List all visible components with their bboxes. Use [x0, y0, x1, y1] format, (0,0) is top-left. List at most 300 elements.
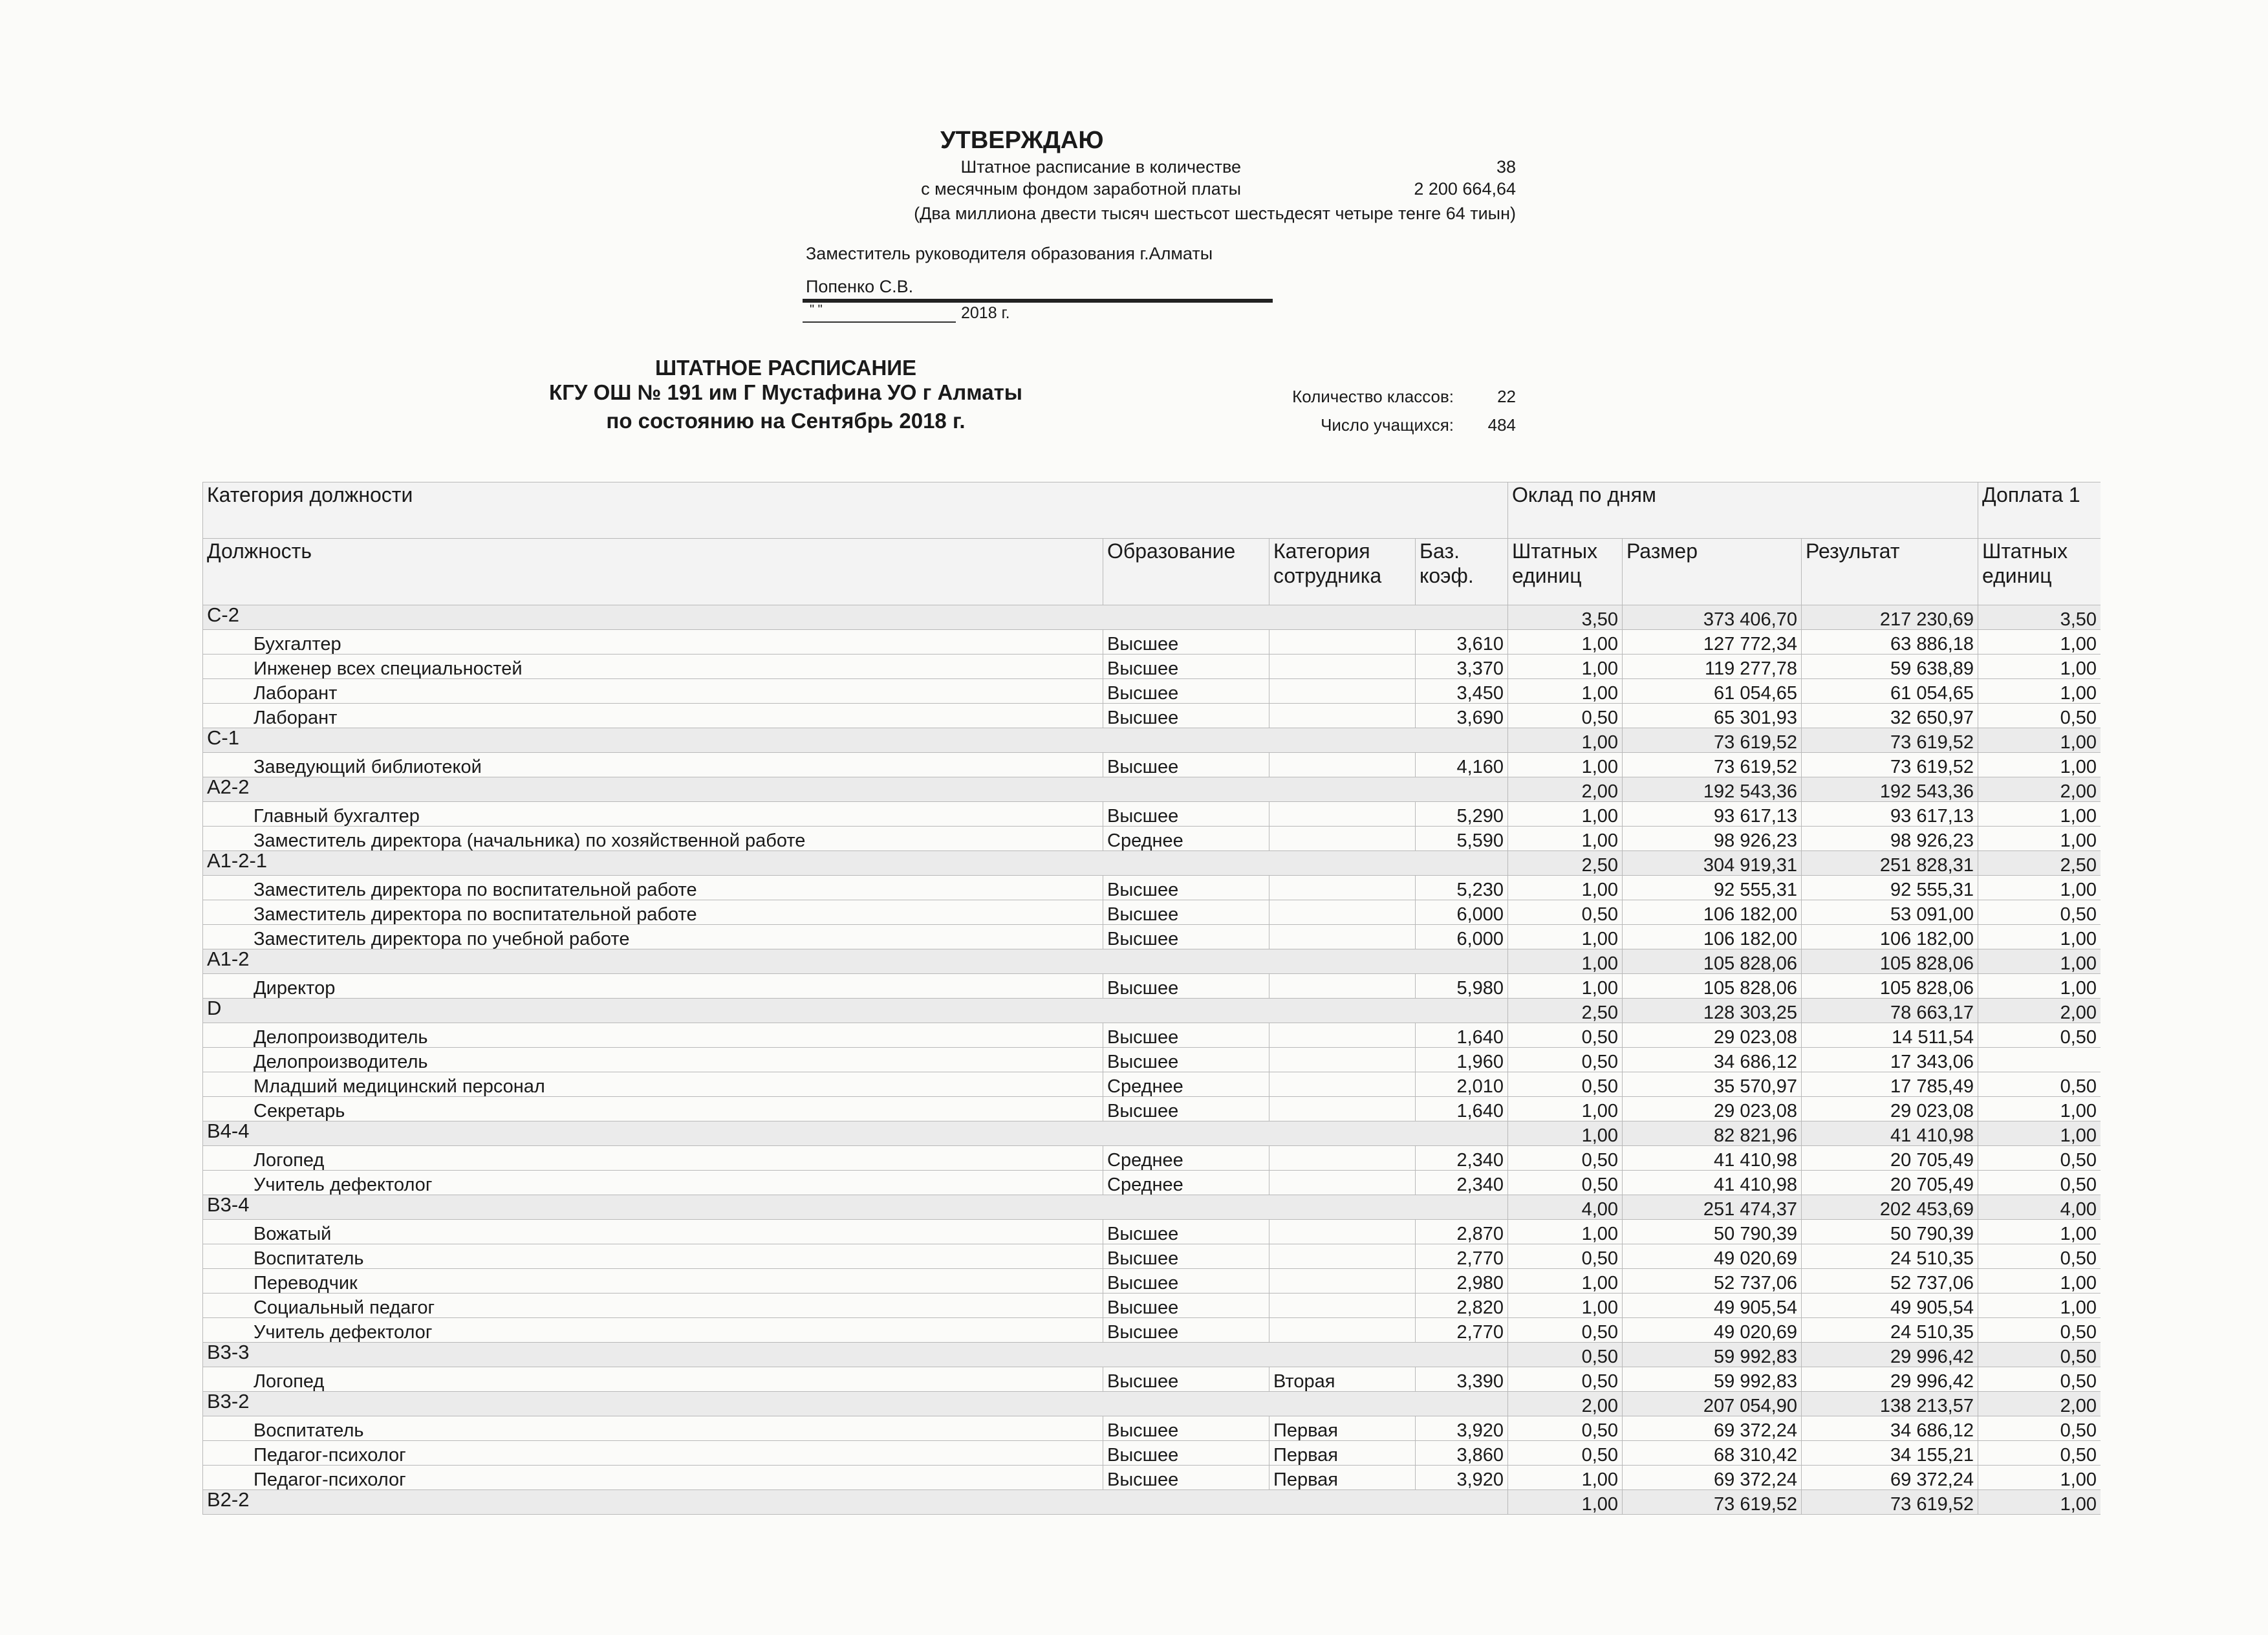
units-cell: 1,00: [1508, 1490, 1623, 1515]
base-coef-cell: 3,610: [1416, 630, 1508, 655]
date-line: [803, 321, 956, 323]
position-name: Педагог-психолог: [203, 1466, 1103, 1490]
amount-cell: 52 737,06: [1623, 1269, 1802, 1294]
units-cell: 1,00: [1508, 827, 1623, 851]
result-cell: 92 555,31: [1802, 876, 1978, 900]
result-cell: 53 091,00: [1802, 900, 1978, 925]
amount-cell: 98 926,23: [1623, 827, 1802, 851]
position-row: [203, 1318, 2101, 1343]
classes-value: 22: [1497, 387, 1516, 406]
units-cell: 2,00: [1508, 1392, 1623, 1416]
result-cell: 69 372,24: [1802, 1466, 1978, 1490]
result-cell: 106 182,00: [1802, 925, 1978, 949]
education-cell: Высшее: [1103, 1294, 1269, 1318]
extra-units-cell: 1,00: [1978, 1097, 2101, 1121]
base-coef-cell: 1,640: [1416, 1097, 1508, 1121]
amount-cell: 105 828,06: [1623, 949, 1802, 974]
extra-units-cell: 1,00: [1978, 1294, 2101, 1318]
result-cell: 41 410,98: [1802, 1121, 1978, 1146]
employee-category-cell: [1269, 925, 1416, 949]
amount-cell: 68 310,42: [1623, 1441, 1802, 1466]
employee-category-cell: [1269, 655, 1416, 679]
units-cell: 0,50: [1508, 1441, 1623, 1466]
table-body: [203, 605, 2101, 1515]
amount-cell: 29 023,08: [1623, 1023, 1802, 1048]
employee-category-cell: [1269, 630, 1416, 655]
employee-category-cell: [1269, 876, 1416, 900]
position-row: [203, 1244, 2101, 1269]
units-cell: 2,50: [1508, 999, 1623, 1023]
position-row: [203, 655, 2101, 679]
category-name: В3-2: [203, 1392, 1508, 1416]
position-name: Социальный педагог: [203, 1294, 1103, 1318]
classes-label: Количество классов:: [1292, 387, 1454, 406]
position-name: Директор: [203, 974, 1103, 999]
base-coef-cell: 5,980: [1416, 974, 1508, 999]
units-cell: 1,00: [1508, 1220, 1623, 1244]
amount-cell: 119 277,78: [1623, 655, 1802, 679]
header-result: Результат: [1802, 539, 1978, 605]
result-cell: 192 543,36: [1802, 777, 1978, 802]
position-name: Инженер всех специальностей: [203, 655, 1103, 679]
extra-units-cell: 1,00: [1978, 655, 2101, 679]
header-base-coef: Баз. коэф.: [1416, 539, 1508, 605]
units-cell: 0,50: [1508, 1343, 1623, 1367]
base-coef-cell: 2,870: [1416, 1220, 1508, 1244]
result-cell: 73 619,52: [1802, 728, 1978, 753]
education-cell: Высшее: [1103, 679, 1269, 704]
position-name: Заместитель директора (начальника) по хозяйственной работе: [203, 827, 1103, 851]
units-cell: 0,50: [1508, 900, 1623, 925]
amount-cell: 192 543,36: [1623, 777, 1802, 802]
extra-units-cell: 2,50: [1978, 851, 2101, 876]
approval-title: УТВЕРЖДАЮ: [940, 127, 1104, 154]
position-name: Лаборант: [203, 679, 1103, 704]
category-name: А2-2: [203, 777, 1508, 802]
result-cell: 29 996,42: [1802, 1343, 1978, 1367]
amount-cell: 69 372,24: [1623, 1466, 1802, 1490]
extra-units-cell: 1,00: [1978, 925, 2101, 949]
units-cell: 1,00: [1508, 1294, 1623, 1318]
position-name: Заместитель директора по воспитательной работе: [203, 900, 1103, 925]
base-coef-cell: 1,640: [1416, 1023, 1508, 1048]
education-cell: Высшее: [1103, 1441, 1269, 1466]
staff-schedule-table: [202, 482, 2101, 1515]
education-cell: Среднее: [1103, 827, 1269, 851]
amount-cell: 82 821,96: [1623, 1121, 1802, 1146]
base-coef-cell: 3,920: [1416, 1416, 1508, 1441]
employee-category-cell: [1269, 1023, 1416, 1048]
position-row: [203, 876, 2101, 900]
education-cell: Высшее: [1103, 1367, 1269, 1392]
employee-category-cell: [1269, 900, 1416, 925]
amount-cell: 73 619,52: [1623, 753, 1802, 777]
amount-cell: 373 406,70: [1623, 605, 1802, 630]
extra-units-cell: 0,50: [1978, 1318, 2101, 1343]
units-cell: 1,00: [1508, 925, 1623, 949]
extra-units-cell: 0,50: [1978, 1072, 2101, 1097]
category-row: [203, 777, 2101, 802]
base-coef-cell: 3,920: [1416, 1466, 1508, 1490]
units-cell: 0,50: [1508, 704, 1623, 728]
education-cell: Высшее: [1103, 630, 1269, 655]
extra-units-cell: 2,00: [1978, 777, 2101, 802]
extra-units-cell: 1,00: [1978, 1466, 2101, 1490]
units-cell: 1,00: [1508, 655, 1623, 679]
units-cell: 0,50: [1508, 1244, 1623, 1269]
units-cell: 1,00: [1508, 802, 1623, 827]
header-extra-units: Штатных единиц: [1978, 539, 2101, 605]
employee-category-cell: Первая: [1269, 1416, 1416, 1441]
education-cell: Высшее: [1103, 1269, 1269, 1294]
result-cell: 93 617,13: [1802, 802, 1978, 827]
fund-label: с месячным фондом заработной платы: [921, 179, 1241, 199]
extra-units-cell: 4,00: [1978, 1195, 2101, 1220]
employee-category-cell: [1269, 1048, 1416, 1072]
base-coef-cell: 5,230: [1416, 876, 1508, 900]
category-name: D: [203, 999, 1508, 1023]
amount-cell: 29 023,08: [1623, 1097, 1802, 1121]
position-row: [203, 630, 2101, 655]
header-category: Категория должности: [203, 482, 1508, 539]
extra-units-cell: 0,50: [1978, 1244, 2101, 1269]
result-cell: 32 650,97: [1802, 704, 1978, 728]
education-cell: Высшее: [1103, 1023, 1269, 1048]
base-coef-cell: 3,390: [1416, 1367, 1508, 1392]
amount-cell: 65 301,93: [1623, 704, 1802, 728]
result-cell: 73 619,52: [1802, 753, 1978, 777]
education-cell: Высшее: [1103, 925, 1269, 949]
units-cell: 3,50: [1508, 605, 1623, 630]
result-cell: 61 054,65: [1802, 679, 1978, 704]
position-name: Лаборант: [203, 704, 1103, 728]
result-cell: 50 790,39: [1802, 1220, 1978, 1244]
position-name: Бухгалтер: [203, 630, 1103, 655]
date-quotes: " ": [810, 303, 823, 317]
position-name: Заместитель директора по учебной работе: [203, 925, 1103, 949]
category-name: А1-2-1: [203, 851, 1508, 876]
result-cell: 52 737,06: [1802, 1269, 1978, 1294]
education-cell: Среднее: [1103, 1146, 1269, 1171]
amount-cell: 106 182,00: [1623, 900, 1802, 925]
base-coef-cell: 2,770: [1416, 1318, 1508, 1343]
extra-units-cell: 1,00: [1978, 974, 2101, 999]
base-coef-cell: 5,290: [1416, 802, 1508, 827]
extra-units-cell: 0,50: [1978, 1171, 2101, 1195]
amount-cell: 41 410,98: [1623, 1146, 1802, 1171]
education-cell: Высшее: [1103, 1220, 1269, 1244]
result-cell: 202 453,69: [1802, 1195, 1978, 1220]
amount-cell: 127 772,34: [1623, 630, 1802, 655]
category-name: В4-4: [203, 1121, 1508, 1146]
position-name: Логопед: [203, 1146, 1103, 1171]
base-coef-cell: 6,000: [1416, 900, 1508, 925]
position-row: [203, 1146, 2101, 1171]
base-coef-cell: 2,820: [1416, 1294, 1508, 1318]
education-cell: Высшее: [1103, 655, 1269, 679]
amount-cell: 69 372,24: [1623, 1416, 1802, 1441]
amount-cell: 49 020,69: [1623, 1318, 1802, 1343]
position-row: [203, 1023, 2101, 1048]
amount-cell: 49 905,54: [1623, 1294, 1802, 1318]
employee-category-cell: [1269, 974, 1416, 999]
position-row: [203, 1416, 2101, 1441]
position-row: [203, 704, 2101, 728]
amount-cell: 35 570,97: [1623, 1072, 1802, 1097]
education-cell: Высшее: [1103, 802, 1269, 827]
fund-words: (Два миллиона двести тысяч шестьсот шестьдесят четыре тенге 64 тиын): [914, 204, 1516, 223]
category-row: [203, 1490, 2101, 1515]
education-cell: Высшее: [1103, 1097, 1269, 1121]
education-cell: Высшее: [1103, 1244, 1269, 1269]
base-coef-cell: 2,770: [1416, 1244, 1508, 1269]
staff-count-value: 38: [1496, 157, 1516, 177]
category-name: А1-2: [203, 949, 1508, 974]
education-cell: Среднее: [1103, 1171, 1269, 1195]
extra-units-cell: 1,00: [1978, 949, 2101, 974]
result-cell: 20 705,49: [1802, 1171, 1978, 1195]
education-cell: Высшее: [1103, 1048, 1269, 1072]
as-of-date: по состоянию на Сентябрь 2018 г.: [606, 409, 966, 433]
education-cell: Высшее: [1103, 1466, 1269, 1490]
position-row: [203, 802, 2101, 827]
page-edge: [2101, 479, 2268, 1578]
base-coef-cell: 3,690: [1416, 704, 1508, 728]
extra-units-cell: 2,00: [1978, 1392, 2101, 1416]
position-row: [203, 827, 2101, 851]
education-cell: Высшее: [1103, 900, 1269, 925]
amount-cell: 93 617,13: [1623, 802, 1802, 827]
position-name: Логопед: [203, 1367, 1103, 1392]
extra-units-cell: 1,00: [1978, 1269, 2101, 1294]
header-salary-group: Оклад по дням: [1508, 482, 1978, 539]
employee-category-cell: [1269, 802, 1416, 827]
education-cell: Высшее: [1103, 1416, 1269, 1441]
position-name: Секретарь: [203, 1097, 1103, 1121]
result-cell: 49 905,54: [1802, 1294, 1978, 1318]
document-title: ШТАТНОЕ РАСПИСАНИЕ: [654, 356, 917, 380]
category-row: [203, 1343, 2101, 1367]
header-employee-category: Категория сотрудника: [1269, 539, 1416, 605]
base-coef-cell: 3,370: [1416, 655, 1508, 679]
position-row: [203, 974, 2101, 999]
category-row: [203, 851, 2101, 876]
result-cell: 24 510,35: [1802, 1318, 1978, 1343]
amount-cell: 73 619,52: [1623, 728, 1802, 753]
extra-units-cell: 0,50: [1978, 1367, 2101, 1392]
result-cell: 78 663,17: [1802, 999, 1978, 1023]
amount-cell: 41 410,98: [1623, 1171, 1802, 1195]
students-label: Число учащихся:: [1321, 415, 1454, 435]
extra-units-cell: 1,00: [1978, 1220, 2101, 1244]
units-cell: 2,00: [1508, 777, 1623, 802]
position-name: Вожатый: [203, 1220, 1103, 1244]
extra-units-cell: 1,00: [1978, 630, 2101, 655]
category-row: [203, 999, 2101, 1023]
position-name: Воспитатель: [203, 1244, 1103, 1269]
units-cell: 0,50: [1508, 1146, 1623, 1171]
employee-category-cell: Первая: [1269, 1466, 1416, 1490]
result-cell: 34 155,21: [1802, 1441, 1978, 1466]
extra-units-cell: 0,50: [1978, 1416, 2101, 1441]
category-name: С-1: [203, 728, 1508, 753]
position-row: [203, 1171, 2101, 1195]
extra-units-cell: 3,50: [1978, 605, 2101, 630]
employee-category-cell: [1269, 1097, 1416, 1121]
extra-units-cell: 0,50: [1978, 900, 2101, 925]
base-coef-cell: 2,340: [1416, 1146, 1508, 1171]
category-row: [203, 605, 2101, 630]
units-cell: 1,00: [1508, 753, 1623, 777]
employee-category-cell: [1269, 1146, 1416, 1171]
base-coef-cell: 5,590: [1416, 827, 1508, 851]
extra-units-cell: 0,50: [1978, 1441, 2101, 1466]
base-coef-cell: 6,000: [1416, 925, 1508, 949]
amount-cell: 59 992,83: [1623, 1367, 1802, 1392]
base-coef-cell: 2,980: [1416, 1269, 1508, 1294]
employee-category-cell: Вторая: [1269, 1367, 1416, 1392]
amount-cell: 105 828,06: [1623, 974, 1802, 999]
education-cell: Высшее: [1103, 753, 1269, 777]
approver-name: Попенко С.В.: [806, 277, 914, 296]
result-cell: 217 230,69: [1802, 605, 1978, 630]
category-name: В3-3: [203, 1343, 1508, 1367]
extra-units-cell: 1,00: [1978, 679, 2101, 704]
employee-category-cell: [1269, 1269, 1416, 1294]
units-cell: 4,00: [1508, 1195, 1623, 1220]
result-cell: 59 638,89: [1802, 655, 1978, 679]
position-row: [203, 1466, 2101, 1490]
units-cell: 0,50: [1508, 1048, 1623, 1072]
position-name: Младший медицинский персонал: [203, 1072, 1103, 1097]
extra-units-cell: 0,50: [1978, 704, 2101, 728]
amount-cell: 92 555,31: [1623, 876, 1802, 900]
amount-cell: 73 619,52: [1623, 1490, 1802, 1515]
units-cell: 0,50: [1508, 1171, 1623, 1195]
units-cell: 0,50: [1508, 1416, 1623, 1441]
base-coef-cell: 3,450: [1416, 679, 1508, 704]
approver-position: Заместитель руководителя образования г.Алматы: [806, 244, 1213, 263]
employee-category-cell: [1269, 1318, 1416, 1343]
extra-units-cell: 1,00: [1978, 876, 2101, 900]
category-row: [203, 728, 2101, 753]
units-cell: 0,50: [1508, 1023, 1623, 1048]
base-coef-cell: 1,960: [1416, 1048, 1508, 1072]
amount-cell: 61 054,65: [1623, 679, 1802, 704]
amount-cell: 49 020,69: [1623, 1244, 1802, 1269]
amount-cell: 34 686,12: [1623, 1048, 1802, 1072]
base-coef-cell: 4,160: [1416, 753, 1508, 777]
employee-category-cell: [1269, 1244, 1416, 1269]
position-row: [203, 1220, 2101, 1244]
amount-cell: 128 303,25: [1623, 999, 1802, 1023]
position-row: [203, 1048, 2101, 1072]
result-cell: 14 511,54: [1802, 1023, 1978, 1048]
units-cell: 0,50: [1508, 1318, 1623, 1343]
units-cell: 1,00: [1508, 1121, 1623, 1146]
header-position: Должность: [203, 539, 1103, 605]
position-row: [203, 1269, 2101, 1294]
position-row: [203, 1441, 2101, 1466]
education-cell: Среднее: [1103, 1072, 1269, 1097]
employee-category-cell: Первая: [1269, 1441, 1416, 1466]
employee-category-cell: [1269, 827, 1416, 851]
units-cell: 1,00: [1508, 1097, 1623, 1121]
extra-units-cell: 0,50: [1978, 1146, 2101, 1171]
position-row: [203, 925, 2101, 949]
base-coef-cell: 2,340: [1416, 1171, 1508, 1195]
units-cell: 1,00: [1508, 949, 1623, 974]
extra-units-cell: 1,00: [1978, 827, 2101, 851]
position-name: Главный бухгалтер: [203, 802, 1103, 827]
position-name: Заведующий библиотекой: [203, 753, 1103, 777]
extra-units-cell: 1,00: [1978, 1490, 2101, 1515]
units-cell: 1,00: [1508, 679, 1623, 704]
staff-count-label: Штатное расписание в количестве: [960, 157, 1241, 177]
employee-category-cell: [1269, 1072, 1416, 1097]
education-cell: Высшее: [1103, 876, 1269, 900]
amount-cell: 207 054,90: [1623, 1392, 1802, 1416]
category-name: С-2: [203, 605, 1508, 630]
employee-category-cell: [1269, 1220, 1416, 1244]
base-coef-cell: 2,010: [1416, 1072, 1508, 1097]
result-cell: 73 619,52: [1802, 1490, 1978, 1515]
position-name: Воспитатель: [203, 1416, 1103, 1441]
units-cell: 2,50: [1508, 851, 1623, 876]
position-name: Делопроизводитель: [203, 1023, 1103, 1048]
position-name: Делопроизводитель: [203, 1048, 1103, 1072]
header-education: Образование: [1103, 539, 1269, 605]
extra-units-cell: 1,00: [1978, 753, 2101, 777]
category-name: В2-2: [203, 1490, 1508, 1515]
amount-cell: 50 790,39: [1623, 1220, 1802, 1244]
result-cell: 98 926,23: [1802, 827, 1978, 851]
date-year: 2018 г.: [961, 304, 1010, 322]
units-cell: 1,00: [1508, 1269, 1623, 1294]
employee-category-cell: [1269, 753, 1416, 777]
units-cell: 0,50: [1508, 1072, 1623, 1097]
position-name: Учитель дефектолог: [203, 1171, 1103, 1195]
employee-category-cell: [1269, 679, 1416, 704]
category-row: [203, 1195, 2101, 1220]
result-cell: 251 828,31: [1802, 851, 1978, 876]
fund-value: 2 200 664,64: [1414, 179, 1516, 199]
units-cell: 1,00: [1508, 1466, 1623, 1490]
result-cell: 63 886,18: [1802, 630, 1978, 655]
amount-cell: 106 182,00: [1623, 925, 1802, 949]
result-cell: 34 686,12: [1802, 1416, 1978, 1441]
category-row: [203, 1392, 2101, 1416]
header-units: Штатных единиц: [1508, 539, 1623, 605]
result-cell: 29 023,08: [1802, 1097, 1978, 1121]
base-coef-cell: 3,860: [1416, 1441, 1508, 1466]
category-row: [203, 949, 2101, 974]
position-row: [203, 900, 2101, 925]
education-cell: Высшее: [1103, 704, 1269, 728]
result-cell: 105 828,06: [1802, 949, 1978, 974]
position-row: [203, 1367, 2101, 1392]
extra-units-cell: 0,50: [1978, 1343, 2101, 1367]
extra-units-cell: 2,00: [1978, 999, 2101, 1023]
position-name: Педагог-психолог: [203, 1441, 1103, 1466]
education-cell: Высшее: [1103, 974, 1269, 999]
header-extra-group: Доплата 1: [1978, 482, 2101, 539]
organization-name: КГУ ОШ № 191 им Г Мустафина УО г Алматы: [549, 380, 1022, 404]
employee-category-cell: [1269, 704, 1416, 728]
result-cell: 138 213,57: [1802, 1392, 1978, 1416]
result-cell: 20 705,49: [1802, 1146, 1978, 1171]
units-cell: 1,00: [1508, 974, 1623, 999]
